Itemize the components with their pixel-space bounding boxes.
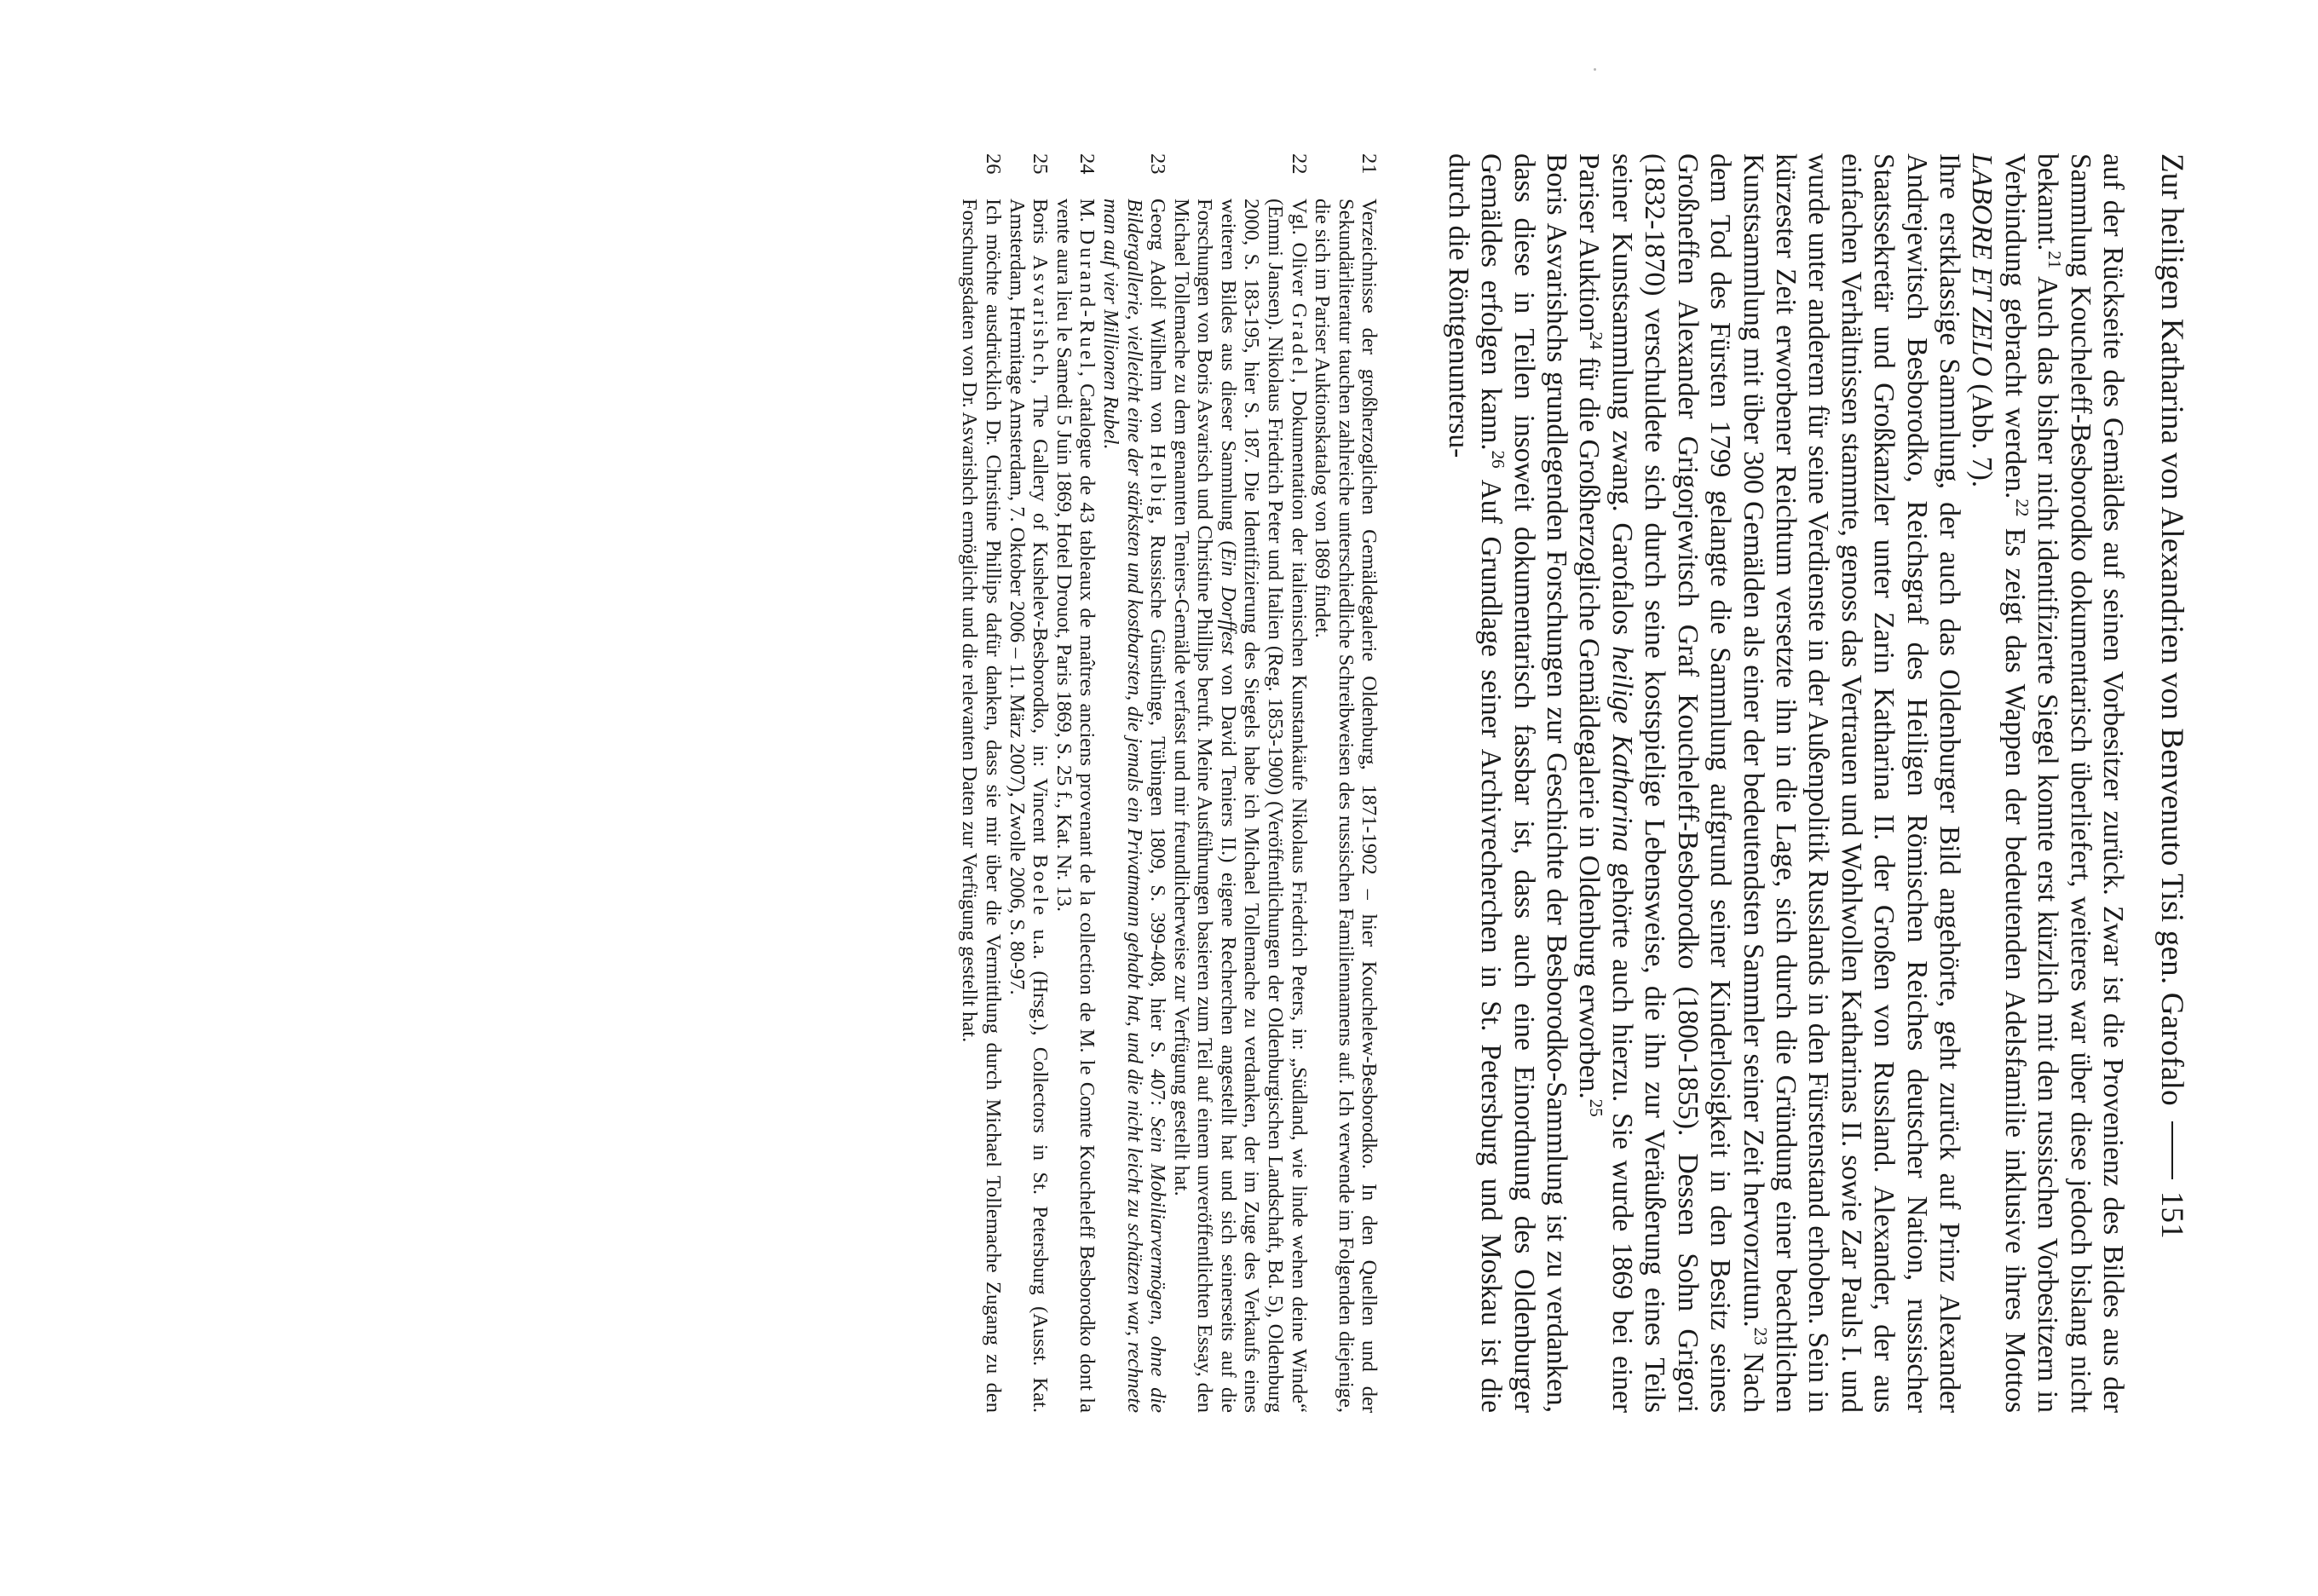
body-text: [1441, 153, 2129, 1413]
footnote-item: [1098, 153, 1169, 1413]
scan-speck: [1594, 68, 1596, 71]
footnote-number: 24: [1075, 153, 1099, 175]
footnote-ref: 25: [1586, 1098, 1607, 1117]
artwork-title: heilige Katharina: [1606, 646, 1638, 852]
author-name: Asvarishch: [1029, 255, 1052, 379]
paragraph: auf der Rückseite des Gemäldes auf seinen Vorbesitzer zurück. Zwar ist die Provenienz des Bildes aus der Sammlung Koucheleff-Besborodko dokumentarisch überliefert, weiteres war über diese jedoch bislang nicht bekannt.$^{21}$ Auch das bisher nicht identifizierte Siegel konnte erst kürzlich mit den russischen Vorbesitzern in Verbindung gebracht werden.$^{22}$ Es zeigt das Wappen der bedeutenden Adelsfamilie inklusive ihres Mottos LABORE ET ZELO (Abb. 7).: [1966, 153, 2129, 1414]
footnote-ref: 24: [1586, 331, 1607, 350]
footnote-number: 26: [981, 153, 1005, 175]
author-name: Helbig: [1146, 444, 1170, 519]
footnote-ref: 26: [1488, 450, 1509, 469]
footnote-item: [958, 153, 1005, 1413]
footnote-text: Vgl. Oliver Gradel, Dokumentation der italienischen Kunstankäufe Nikolaus Friedrich Peters, in: „Südland, wie linde wehen deine Winde“ (Emmi Jansen). Nikolaus Friedrich Peter und Italien (Reg. 1853-1900) (Veröffentlichungen der Oldenburgischen Landschaft, Bd. 5), Oldenburg 2000, S. 183-195, hier S. 187. Die Identifizierung des Siegels habe ich Michael Tollemache zu verdanken, der im Zuge des Verkaufs eines weiteren Bildes aus dieser Sammlung (Ein Dorffest von David Teniers II.) eigene Recherchen angestellt hat und sich seinerseits auf die Forschungen von Boris Asvarisch und Christine Phillips beruft. Meine Ausführungen basieren zum Teil auf einem unveröffentlichten Essay, den Michael Tollemache zu dem genannten Teniers-Gemälde verfasst und mir freundlicherweise zur Verfügung gestellt hat.: [1169, 199, 1311, 1414]
paragraph: Ihre erstklassige Sammlung, der auch das Oldenburger Bild angehörte, geht zurück auf Prinz Alexander Andrejewitsch Besborodko, Reichsgraf des Heiligen Römischen Reiches deutscher Nation, russischer Staatssekretär und Großkanzler unter Zarin Katharina II. der Großen von Russland. Alexander, der aus einfachen Verhältnissen stammte, genoss das Vertrauen und Wohlwollen Katharinas II. sowie Zar Pauls I. und wurde unter anderem für seine Verdienste in der Außenpolitik Russlands in den Fürstenstand erhoben. Sein in kürzester Zeit erworbener Reichtum versetzte ihn in die Lage, sich durch die Gründung einer beachtlichen Kunstsammlung mit über 300 Gemälden als einer der bedeutendsten Sammler seiner Zeit hervorzutun.$^{23}$ Nach dem Tod des Fürsten 1799 gelangte die Sammlung aufgrund seiner Kinderlosigkeit in den Besitz seines Großneffen Alexander Grigorjewitsch Graf Koucheleff-Besborodko (1800-1855). Dessen Sohn Grigori (1832-1870) verschuldete sich durch seine kostspielige Lebensweise, die ihn zur Veräußerung eines Teils seiner Kunstsammlung zwang. Garofalos heilige Katharina gehörte auch hierzu. Sie wurde 1869 bei einer Pariser Auktion$^{24}$ für die Großherzogliche Gemäldegalerie in Oldenburg erworben.$^{25}$: [1573, 153, 1965, 1414]
footnote-ref: 21: [2044, 251, 2066, 269]
paragraph: Boris Asvarishchs grundlegenden Forschungen zur Geschichte der Besborodko-Sammlung ist zu verdanken, dass diese in Teilen insoweit dokumentarisch fassbar ist, dass auch eine Einordnung des Oldenburger Gemäldes erfolgen kann.$^{26}$ Auf Grundlage seiner Archivrecherchen in St. Petersburg und Moskau ist die durch die Röntgenuntersu-: [1442, 153, 1573, 1413]
footnote-item: [1169, 153, 1311, 1413]
footnote-number: 22: [1287, 153, 1311, 175]
footnote-number: 21: [1358, 153, 1381, 175]
footnote-number: 23: [1146, 153, 1170, 175]
author-name: Durand-Ruel: [1075, 229, 1099, 372]
footnote-text: Boris Asvarishch, The Gallery of Kushelev-Besborodko, in: Vincent Boele u.a. (Hrsg.), Collectors in St. Petersburg (Ausst. Kat. Amsterdam, Hermitage Amsterdam, 7. Oktober 2006 – 11. März 2007), Zwolle 2006, S. 80-97.: [1005, 199, 1052, 1413]
footnote-item: [1005, 153, 1052, 1413]
footnote-text: M. Durand-Ruel, Catalogue de 43 tableaux de maîtres anciens provenant de la collection de M. le Comte Koucheleff Besborodko dont la vente aura lieu le Samedi 5 Juin 1869, Hotel Drouot, Paris 1869, S. 25 f., Kat. Nr. 13.: [1052, 199, 1099, 1413]
footnote-text: Georg Adolf Wilhelm von Helbig, Russische Günstlinge, Tübingen 1809, S. 399-408, hier S. 407: Sein Mobiliarvermögen, ohne die Bildergallerie, vielleicht eine der stärksten und kostbarsten, die jemals ein Privatmann gehabt hat, und die nicht leicht zu schätzen war, rechnete man auf vier Millionen Rubel.: [1098, 199, 1170, 1413]
footnotes: [958, 153, 1381, 1413]
editor-name: Boele: [1029, 854, 1052, 919]
footnote-ref: 23: [1750, 1327, 1771, 1345]
header-rule: [2171, 1121, 2173, 1179]
running-title: Zur heiligen Katharina von Alexandrien von Benvenuto Tisi gen. Garofalo: [2154, 153, 2190, 1106]
quotation: Sein Mobiliarvermögen, ohne die Bildergallerie, vielleicht eine der stärksten und kostbarsten, die jemals ein Privatmann gehabt hat, und die nicht leicht zu schätzen war, rechnete man auf vier Millionen Rubel.: [1098, 199, 1170, 1413]
footnote-item: [1052, 153, 1098, 1413]
footnote-number: 25: [1029, 153, 1052, 175]
footnote-text: Ich möchte ausdrücklich Dr. Christine Phillips dafür danken, dass sie mir über die Vermittlung durch Michael Tollemache Zugang zu den Forschungsdaten von Dr. Asvarishch ermöglicht und die relevanten Daten zur Verfügung gestellt hat.: [958, 199, 1005, 1413]
running-head: [2150, 153, 2194, 1413]
page-number: 151: [2154, 1190, 2190, 1239]
author-name: Gradel: [1287, 302, 1311, 378]
footnote-text: Verzeichnisse der großherzoglichen Gemäldegalerie Oldenburg, 1871-1902 – hier Kouchelew-Besborodko. In den Quellen und der Sekundärliteratur tauchen zahlreiche unterschiedliche Schreibweisen des russischen Familiennamens auf. Ich verwende im Folgenden diejenige, die sich im Pariser Auktionskatalog von 1869 findet.: [1311, 199, 1381, 1413]
motto: LABORE ET ZELO: [1966, 153, 1998, 377]
footnote-ref: 22: [2011, 498, 2033, 517]
footnote-item: [1311, 153, 1381, 1413]
artwork-title: Ein Dorffest: [1216, 547, 1240, 655]
